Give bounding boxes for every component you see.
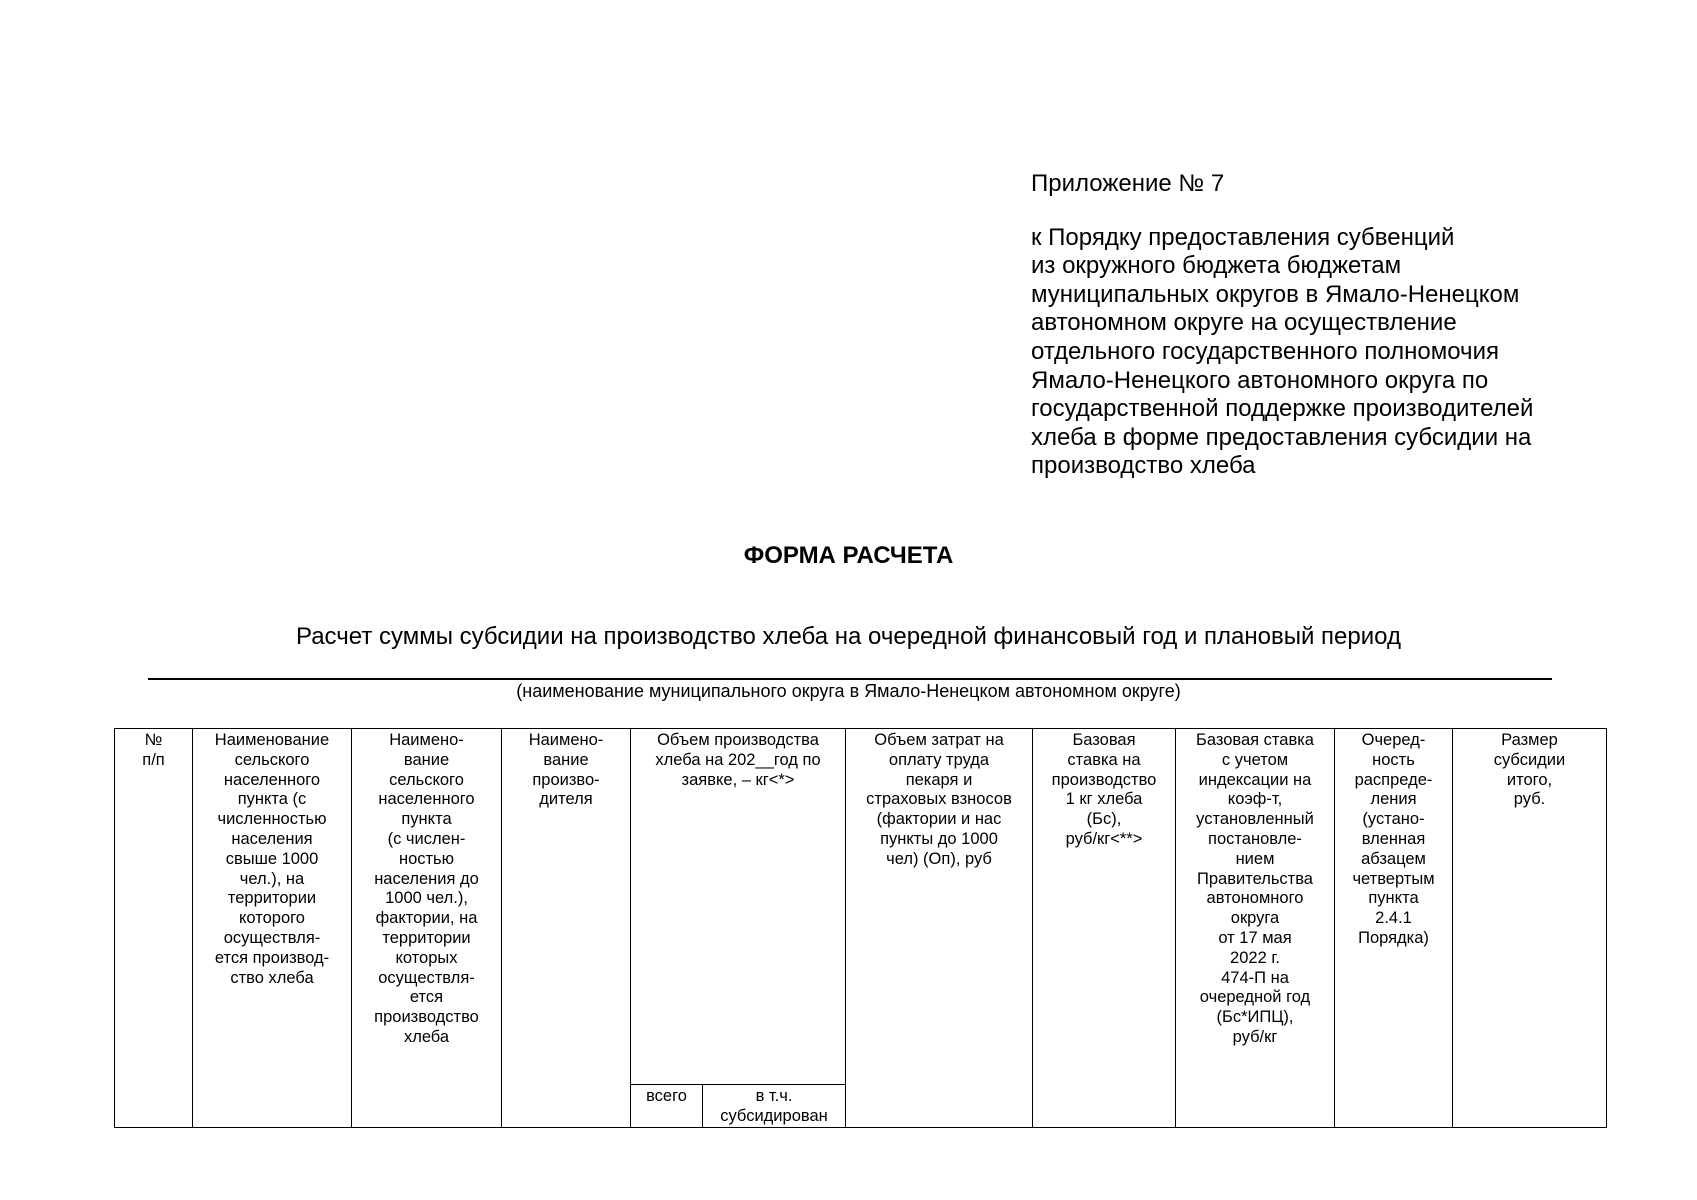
- municipality-caption: (наименование муниципального округа в Ямало-Ненецком автономном округе): [516, 681, 1181, 701]
- header-text-line: пункта: [1368, 889, 1419, 908]
- header-text-line: территории: [382, 928, 471, 947]
- appendix-line: муниципальных округов в Ямало-Ненецком: [1031, 280, 1520, 308]
- header-text-line: дителя: [539, 790, 593, 809]
- appendix-number: Приложение № 7: [1031, 170, 1225, 197]
- header-cell-base-rate: [1033, 729, 1176, 1128]
- header-text-line: производство: [374, 1008, 479, 1027]
- header-text-line: Объем производства: [657, 731, 819, 749]
- header-text-line: ставка на: [1067, 750, 1141, 769]
- header-text-line: чел) (Оп), руб: [886, 849, 992, 868]
- header-text-line: 1000 чел.),: [385, 889, 468, 908]
- subheader-cell-volume-total: всего: [631, 1085, 703, 1128]
- header-text-line: Наимено-: [389, 731, 464, 749]
- appendix-line: хлеба в форме предоставления субсидии на: [1031, 423, 1532, 451]
- header-text-line: населенного: [223, 770, 321, 789]
- header-text-line: (устано-: [1362, 810, 1425, 829]
- header-text-line: абзацем: [1361, 849, 1426, 868]
- header-cell-labor-costs: [846, 729, 1033, 1128]
- header-text-line: Очеред-: [1361, 731, 1426, 749]
- header-text-line: территории: [227, 889, 317, 908]
- header-text-line: пункты до 1000: [880, 829, 998, 848]
- header-text-line: руб/кг: [1232, 1027, 1278, 1046]
- header-text-line: постановле-: [1208, 829, 1302, 848]
- header-text-line: ность: [1372, 750, 1415, 769]
- header-cell-settlement-over-1000: [193, 729, 352, 1128]
- header-text-line: №: [144, 731, 163, 749]
- header-text-line: страховых взносов: [866, 790, 1012, 809]
- header-text-line: ство хлеба: [230, 968, 314, 987]
- header-text-line: заявке, – кг<*>: [681, 770, 795, 789]
- header-text-line: пункта (с: [237, 790, 307, 809]
- header-text-line: установленный: [1196, 810, 1314, 829]
- header-text-line: Порядка): [1358, 928, 1429, 947]
- header-text-line: с учетом: [1221, 750, 1289, 769]
- header-text-line: Наименование: [214, 731, 330, 749]
- appendix-block: [1031, 170, 1631, 481]
- header-text-line: сельского: [389, 770, 464, 789]
- header-text-line: четвертым: [1352, 869, 1435, 888]
- header-text-line: очередной год: [1199, 988, 1311, 1007]
- header-text-line: вание: [403, 750, 450, 769]
- header-text-line: Базовая ставка: [1196, 731, 1314, 749]
- header-text-line: населения до: [374, 869, 479, 888]
- header-text-line: ется производ-: [214, 948, 330, 967]
- header-text-line: ления: [1370, 790, 1417, 809]
- header-text-line: хлеба: [403, 1027, 450, 1046]
- header-text-line: которых: [395, 948, 458, 967]
- header-text-line: оплату труда: [888, 750, 990, 769]
- calculation-title: Расчет суммы субсидии на производство хлеба на очередной финансовый год и плановый период: [296, 623, 1401, 650]
- header-text-line: которого: [239, 909, 305, 928]
- header-text-line: хлеба на 202__год по: [655, 750, 821, 769]
- appendix-line: к Порядку предоставления субвенций: [1031, 223, 1455, 251]
- header-text-line: округа: [1230, 909, 1280, 928]
- header-text-line: руб.: [1513, 790, 1546, 809]
- header-text-line: населения: [231, 829, 313, 848]
- header-text-line: субсидирован: [720, 1107, 828, 1126]
- header-text-line: населенного: [378, 790, 475, 809]
- header-text-line: осуществля-: [378, 968, 475, 987]
- appendix-line: из окружного бюджета бюджетам: [1031, 252, 1402, 280]
- header-text-line: пункта: [401, 810, 452, 829]
- header-text-line: 474-П на: [1221, 968, 1289, 987]
- appendix-line: производство хлеба: [1031, 452, 1256, 480]
- appendix-line: Ямало-Ненецкого автономного округа по: [1031, 366, 1489, 394]
- calculation-table: [114, 728, 1607, 1128]
- header-text-line: распреде-: [1354, 770, 1433, 789]
- appendix-line: государственной поддержке производителей: [1031, 395, 1534, 423]
- header-cell-producer: [502, 729, 631, 1128]
- header-text-line: (с числен-: [387, 829, 466, 848]
- header-cell-subsidy-total: [1453, 729, 1607, 1128]
- appendix-line: отдельного государственного полномочия: [1031, 337, 1499, 365]
- header-text-line: пекаря и: [905, 770, 973, 789]
- header-text-line: (фактории и нас: [876, 810, 1002, 829]
- header-cell-volume: [631, 729, 846, 1085]
- header-text-line: субсидии: [1493, 750, 1566, 769]
- header-text-line: от 17 мая: [1218, 928, 1292, 947]
- header-text-line: вленная: [1361, 829, 1426, 848]
- header-cell-priority: [1335, 729, 1453, 1128]
- header-text-line: (Бс*ИПЦ),: [1216, 1008, 1294, 1027]
- header-text-line: Правительства: [1197, 869, 1313, 888]
- header-text-line: производство: [1051, 770, 1157, 789]
- header-text-line: чел.), на: [239, 869, 305, 888]
- header-text-line: Объем затрат на: [874, 731, 1004, 749]
- header-text-line: индексации на: [1198, 770, 1312, 789]
- header-cell-indexed-rate: [1176, 729, 1335, 1128]
- header-text-line: 1 кг хлеба: [1065, 790, 1143, 809]
- header-text-line: п/п: [142, 750, 165, 769]
- table-header-row: [115, 729, 1607, 1085]
- header-cell-num: [115, 729, 193, 1128]
- header-text-line: сельского: [234, 750, 310, 769]
- header-text-line: фактории, на: [375, 909, 478, 928]
- header-text-line: ностью: [398, 849, 455, 868]
- header-text-line: 2022 г.: [1230, 948, 1280, 967]
- header-text-line: руб/кг<**>: [1065, 829, 1143, 848]
- header-text-line: коэф-т,: [1227, 790, 1283, 809]
- header-text-line: свыше 1000: [225, 849, 319, 868]
- appendix-line: автономном округе на осуществление: [1031, 309, 1457, 337]
- header-text-line: автономного: [1206, 889, 1304, 908]
- header-text-line: вание: [543, 750, 589, 769]
- header-text-line: (Бс),: [1086, 810, 1122, 829]
- header-text-line: ется: [409, 988, 444, 1007]
- header-text-line: осуществля-: [223, 928, 321, 947]
- header-text-line: произво-: [532, 770, 600, 789]
- header-text-line: 2.4.1: [1375, 909, 1412, 928]
- header-text-line: в т.ч.: [755, 1087, 793, 1106]
- header-text-line: Наимено-: [528, 731, 604, 749]
- header-text-line: итого,: [1506, 770, 1553, 789]
- subheader-cell-volume-subsidized: [703, 1085, 846, 1128]
- header-text-line: численностью: [217, 810, 327, 829]
- header-text-line: нием: [1235, 849, 1275, 868]
- header-cell-settlement-under-1000: [352, 729, 502, 1128]
- header-text-line: Размер: [1501, 731, 1558, 749]
- form-title: ФОРМА РАСЧЕТА: [743, 542, 954, 569]
- header-text-line: Базовая: [1072, 731, 1136, 749]
